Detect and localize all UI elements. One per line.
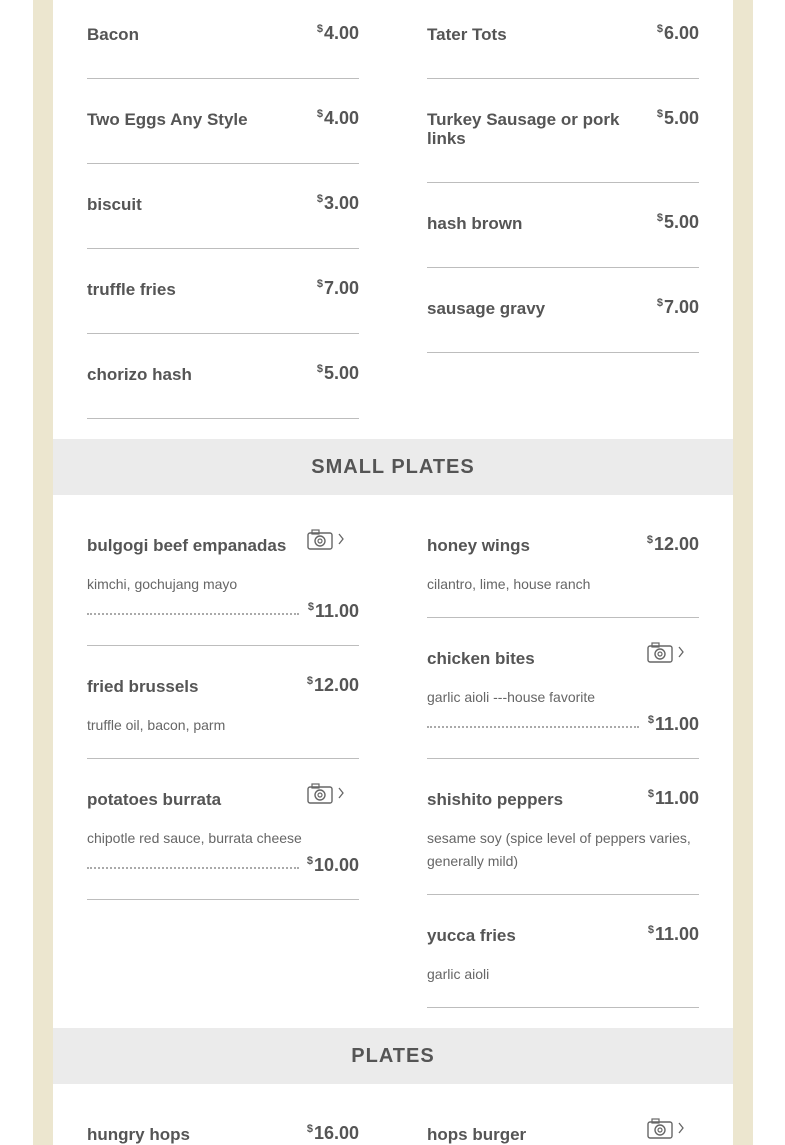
item-name: truffle fries <box>87 280 176 299</box>
item-name: Turkey Sausage or pork links <box>427 110 620 148</box>
dotted-leader <box>427 726 639 728</box>
item-price: $11.00 <box>647 788 699 808</box>
menu-item[interactable] <box>427 788 699 895</box>
item-price: $4.00 <box>316 23 359 43</box>
item-description: truffle oil, bacon, parm <box>87 717 226 733</box>
item-name: fried brussels <box>87 677 199 696</box>
item-name: hash brown <box>427 214 523 233</box>
camera-icon[interactable] <box>307 529 349 551</box>
section-header-plates <box>53 1028 733 1084</box>
camera-icon[interactable] <box>647 1118 689 1140</box>
dotted-leader <box>87 613 299 615</box>
menu-item[interactable] <box>427 534 699 618</box>
item-description: garlic aioli <box>427 966 490 982</box>
section-header-small-plates <box>53 439 733 495</box>
item-price: $7.00 <box>656 297 699 317</box>
menu-item[interactable] <box>87 23 359 79</box>
dotted-leader <box>87 867 299 869</box>
item-price: $7.00 <box>316 278 359 298</box>
menu-item[interactable] <box>427 297 699 353</box>
item-name: Tater Tots <box>427 25 507 44</box>
item-name: hungry hops <box>87 1125 190 1144</box>
item-price: $4.00 <box>316 108 359 128</box>
menu-item[interactable] <box>427 924 699 1008</box>
item-price: $10.00 <box>306 855 359 875</box>
item-name: Bacon <box>87 25 139 44</box>
item-price: $16.00 <box>306 1123 359 1143</box>
item-price: $11.00 <box>307 601 359 621</box>
item-description: kimchi, gochujang mayo <box>87 576 238 592</box>
item-description: cilantro, lime, house ranch <box>427 576 591 592</box>
page-frame-right <box>733 0 753 1145</box>
item-price: $5.00 <box>316 363 359 383</box>
camera-icon[interactable] <box>647 642 689 664</box>
item-name: sausage gravy <box>427 299 546 318</box>
section-title: PLATES <box>351 1044 435 1067</box>
menu-item[interactable] <box>87 278 359 334</box>
item-price: $11.00 <box>647 924 699 944</box>
item-description: garlic aioli ---house favorite <box>427 689 596 705</box>
item-description: sesame soy (spice level of peppers varies, <box>427 830 691 846</box>
menu-item[interactable] <box>87 363 359 419</box>
menu-item[interactable] <box>87 675 359 759</box>
menu-item[interactable] <box>427 647 699 759</box>
menu-item[interactable] <box>87 1123 359 1145</box>
item-description: chipotle red sauce, burrata cheese <box>87 830 302 846</box>
item-price: $5.00 <box>656 212 699 232</box>
item-price: $12.00 <box>646 534 699 554</box>
item-name: yucca fries <box>427 926 516 945</box>
item-name: hops burger <box>427 1125 527 1144</box>
item-name: bulgogi beef empanadas <box>87 536 287 555</box>
section-title: SMALL PLATES <box>311 455 475 478</box>
menu-item[interactable] <box>427 212 699 268</box>
menu-item[interactable] <box>87 193 359 249</box>
item-name: chicken bites <box>427 649 535 668</box>
item-name: biscuit <box>87 195 142 214</box>
menu-item[interactable] <box>427 1123 699 1145</box>
menu-item[interactable] <box>427 23 699 79</box>
item-name: chorizo hash <box>87 365 192 384</box>
camera-icon[interactable] <box>307 783 349 805</box>
item-name: honey wings <box>427 536 530 555</box>
item-price: $11.00 <box>647 714 699 734</box>
item-price: $3.00 <box>316 193 359 213</box>
item-name: shishito peppers <box>427 790 564 809</box>
page-frame-left <box>33 0 53 1145</box>
menu-item[interactable] <box>87 108 359 164</box>
item-description: generally mild) <box>427 853 519 869</box>
menu-item[interactable] <box>87 534 359 646</box>
menu-item[interactable] <box>87 788 359 900</box>
item-name: potatoes burrata <box>87 790 222 809</box>
item-name: Two Eggs Any Style <box>87 110 248 129</box>
item-price: $5.00 <box>656 108 699 128</box>
item-price: $12.00 <box>306 675 359 695</box>
item-price: $6.00 <box>656 23 699 43</box>
menu-item[interactable] <box>427 108 699 183</box>
